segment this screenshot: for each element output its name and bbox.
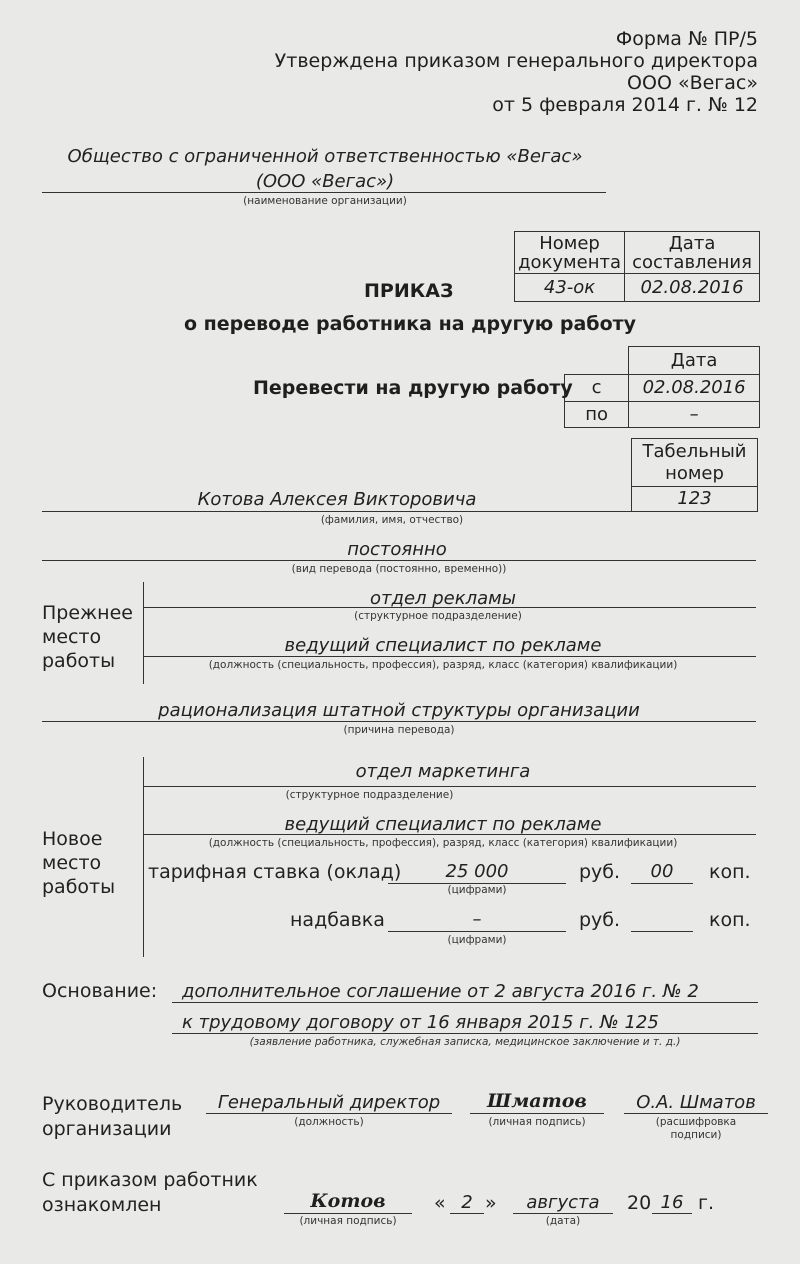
head-signature-caption: (личная подпись) [488,1116,586,1128]
order-subtitle: о переводе работника на другую работу [183,313,637,335]
date-header: Дата [629,347,760,375]
org-name-line2: (ООО «Вегас») [255,171,395,192]
org-name-caption: (наименование организации) [243,195,407,207]
new-position-line [143,834,756,835]
doc-date-header: Дата составления [625,232,760,274]
transfer-reason-line [42,721,756,722]
new-department: отдел маркетинга [355,761,531,782]
new-position: ведущий специалист по рекламе [284,814,602,835]
ack-quote-open: « [434,1192,446,1214]
rate-kop-line [631,883,693,884]
ack-signature: Котов [310,1190,386,1212]
ack-date-caption: (дата) [545,1215,581,1227]
new-position-caption: (должность (специальность, профессия), разряд, класс (категория) квалификации) [208,837,678,849]
transfer-type-line [42,560,756,561]
new-bracket [143,757,144,957]
new-department-line [143,786,756,787]
previous-workplace-label: Прежнее место работы [42,602,133,672]
basis-line1-underline [172,1002,758,1003]
employee-name: Котова Алексея Викторовича [197,489,477,510]
rate-value: 25 000 [445,861,509,882]
ack-year-line [652,1213,692,1214]
ack-signature-line [284,1213,412,1214]
transfer-type-caption: (вид перевода (постоянно, временно)) [291,563,507,575]
rate-kop-label: коп. [709,861,751,883]
ack-year-unit: г. [698,1192,715,1214]
ack-day-line [450,1213,484,1214]
transfer-reason: рационализация штатной структуры организации [158,700,640,721]
bonus-value-caption: (цифрами) [447,934,507,946]
previous-position-line [143,656,756,657]
document-box [514,231,760,302]
new-department-caption: (структурное подразделение) [285,789,454,801]
tab-number-box [631,438,758,512]
ack-month-line [513,1213,613,1214]
rate-rub-label: руб. [579,861,621,883]
form-number: Форма № ПР/5 [615,28,758,50]
org-name-underline [42,192,606,193]
previous-position: ведущий специалист по рекламе [284,635,602,656]
previous-position-caption: (должность (специальность, профессия), разряд, класс (категория) квалификации) [208,659,678,671]
employee-name-caption: (фамилия, имя, отчество) [320,514,464,526]
date-to-value: – [629,402,760,428]
ack-quote-close: » [485,1192,497,1214]
new-workplace-label: Новое место работы [42,828,116,898]
bonus-kop-line [631,931,693,932]
doc-date-value: 02.08.2016 [625,274,760,302]
head-decoded-line [624,1113,768,1114]
basis-label: Основание: [42,980,158,1002]
rate-label: тарифная ставка (оклад) [148,861,402,883]
ack-signature-caption: (личная подпись) [299,1215,397,1227]
bonus-rub-label: руб. [579,909,621,931]
head-position-line [206,1113,452,1114]
order-title: ПРИКАЗ [364,280,454,302]
transfer-type: постоянно [347,539,447,560]
bonus-label: надбавка [290,909,385,931]
tab-number-header: Табельный номер [632,439,758,487]
form-header [275,28,758,116]
head-decoded-name: О.А. Шматов [636,1092,756,1113]
transfer-reason-caption: (причина перевода) [343,724,455,736]
approval-date: от 5 февраля 2014 г. № 12 [492,94,758,116]
doc-number-header: Номер документа [515,232,625,274]
approval-org: ООО «Вегас» [627,72,758,94]
head-label: Руководитель организации [42,1093,183,1140]
ack-label: С приказом работник ознакомлен [42,1169,258,1216]
basis-line2: к трудовому договору от 16 января 2015 г. № 125 [182,1012,659,1033]
transfer-label: Перевести на другую работу [253,377,573,399]
org-name-line1: Общество с ограниченной ответственностью «Вегас» [67,146,583,167]
date-from-value: 02.08.2016 [629,375,760,402]
previous-department-line [143,607,756,608]
doc-number-value: 43-ок [515,274,625,302]
date-to-label: по [565,402,629,428]
employee-name-line [42,511,632,512]
bonus-kop-label: коп. [709,909,751,931]
rate-value-caption: (цифрами) [447,884,507,896]
head-decoded-caption: (расшифровка подписи) [655,1116,737,1141]
previous-department: отдел рекламы [370,588,516,609]
head-signature: Шматов [487,1090,587,1112]
basis-caption: (заявление работника, служебная записка, медицинское заключение и т. д.) [249,1036,681,1048]
basis-line2-underline [172,1033,758,1034]
bonus-value-line [388,931,566,932]
previous-department-caption: (структурное подразделение) [354,610,522,622]
ack-year-prefix: 20 [627,1192,652,1214]
date-from-label: с [565,375,629,402]
tab-number-value: 123 [632,487,758,512]
rate-kop-value: 00 [650,861,674,882]
head-signature-line [470,1113,604,1114]
head-position: Генеральный директор [217,1092,441,1113]
ack-day: 2 [461,1192,473,1213]
ack-year-suffix: 16 [660,1192,684,1213]
approval-line: Утверждена приказом генерального директора [274,50,758,72]
head-position-caption: (должность) [294,1116,364,1128]
basis-line1: дополнительное соглашение от 2 августа 2016 г. № 2 [182,981,699,1002]
ack-month: августа [526,1192,600,1213]
bonus-value: – [472,909,482,930]
transfer-date-box [564,346,760,428]
